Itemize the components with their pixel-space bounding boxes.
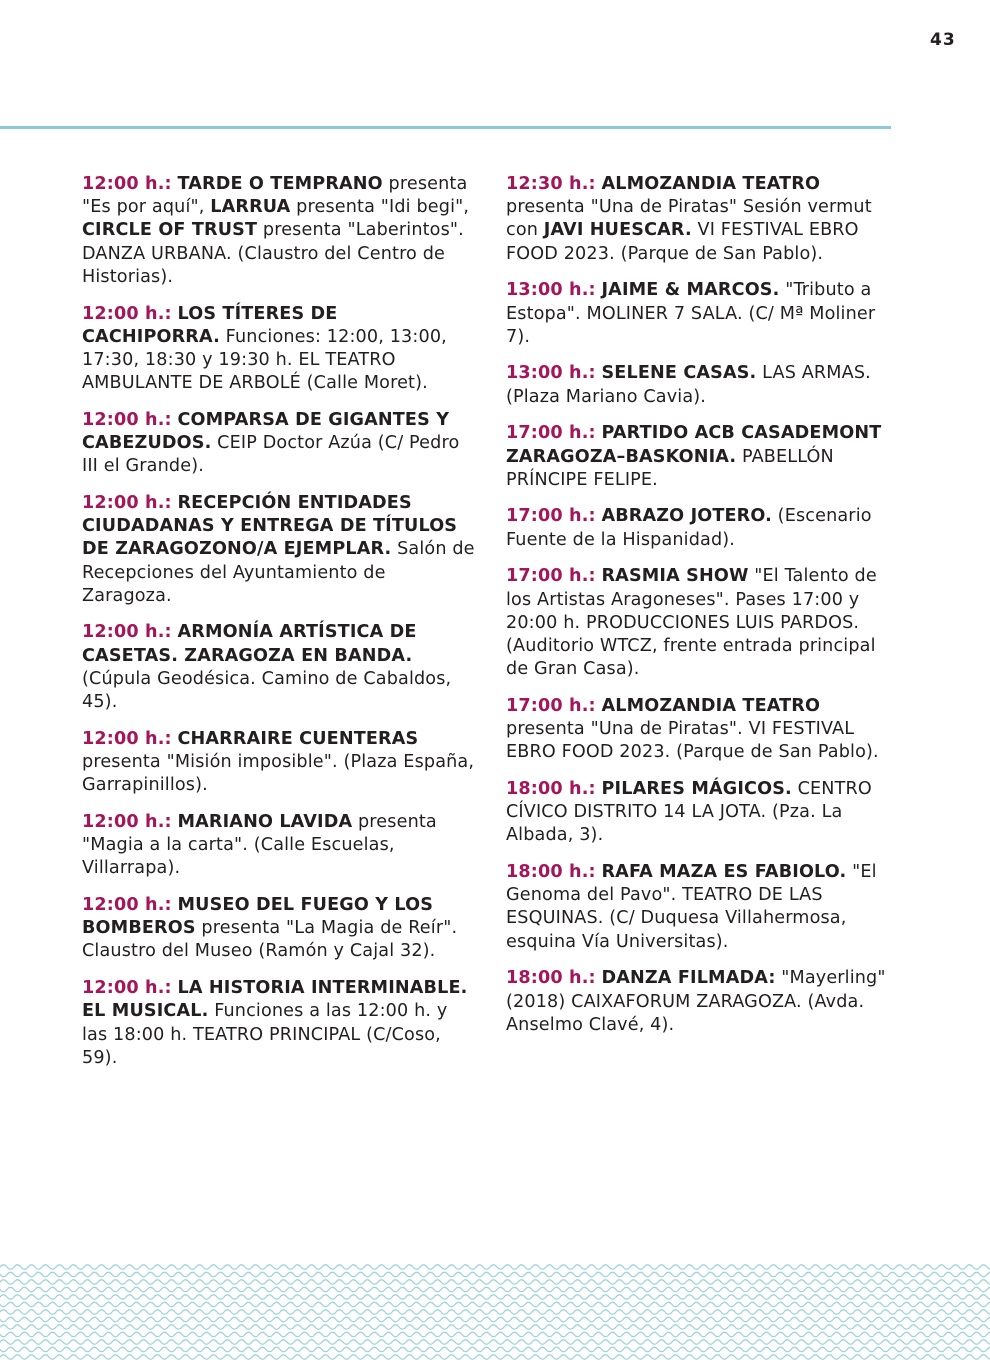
- event-title: PARTIDO ACB CASADEMONT ZARAGOZA–BASKONIA.: [506, 423, 882, 467]
- event-time: 18:00 h.:: [506, 778, 596, 799]
- event-time: 12:00 h.:: [82, 174, 172, 194]
- event-time: 17:00 h.:: [506, 506, 596, 527]
- events-column-right: [506, 173, 901, 1051]
- event-details: presenta "La Magia de Reír". Claustro del Museo (Ramón y Cajal 32).: [82, 918, 458, 962]
- event-entry: [82, 728, 477, 798]
- event-details: "El Talento de los Artistas Aragoneses". Pases 17:00 y 20:00 h. PRODUCCIONES LUIS PARDOS. (Auditorio WTCZ, frente entrada principal de Gran Casa).: [506, 566, 877, 680]
- event-details: presenta "Es por aquí",: [82, 174, 468, 218]
- event-details: presenta "Una de Piratas" Sesión vermut con: [506, 197, 872, 241]
- event-entry: [506, 778, 901, 848]
- wave-line: [0, 1280, 990, 1284]
- event-time: 12:00 h.:: [82, 978, 172, 999]
- event-title: MARIANO LAVIDA: [177, 811, 353, 832]
- event-details: LAS ARMAS. (Plaza Mariano Cavia).: [506, 363, 871, 407]
- event-entry: [506, 967, 901, 1037]
- event-entry: [82, 409, 477, 479]
- event-title: TARDE O TEMPRANO: [177, 174, 383, 194]
- wave-line: [0, 1325, 990, 1329]
- event-title: COMPARSA DE GIGANTES Y CABEZUDOS.: [82, 409, 450, 454]
- event-details: presenta "Una de Piratas". VI FESTIVAL EBRO FOOD 2023. (Parque de San Pablo).: [506, 719, 879, 763]
- event-title: SELENE CASAS.: [601, 363, 757, 384]
- wave-line: [0, 1347, 990, 1351]
- event-entry: [82, 173, 477, 289]
- event-time: 12:00 h.:: [82, 728, 172, 749]
- event-entry: [506, 279, 901, 349]
- event-title: CIRCLE OF TRUST: [82, 220, 258, 241]
- event-time: 18:00 h.:: [506, 968, 596, 989]
- wave-line: [0, 1310, 990, 1314]
- event-title: ALMOZANDIA TEATRO: [601, 174, 821, 194]
- event-details: CEIP Doctor Azúa (C/ Pedro III el Grande).: [82, 433, 460, 477]
- event-entry: [506, 861, 901, 954]
- event-title: MUSEO DEL FUEGO Y LOS BOMBEROS: [82, 894, 434, 939]
- page-number: 43: [930, 30, 956, 50]
- event-time: 17:00 h.:: [506, 695, 596, 716]
- event-time: 12:30 h.:: [506, 174, 596, 194]
- event-details: Funciones a las 12:00 h. y las 18:00 h. TEATRO PRINCIPAL (C/Coso, 59).: [82, 1001, 448, 1068]
- wave-line: [0, 1287, 990, 1291]
- event-details: "Mayerling" (2018) CAIXAFORUM ZARAGOZA. (Avda. Anselmo Clavé, 4).: [506, 968, 886, 1035]
- wave-line: [0, 1295, 990, 1299]
- event-title: CHARRAIRE CUENTERAS: [177, 728, 419, 749]
- wave-line: [0, 1272, 990, 1276]
- event-details: CENTRO CÍVICO DISTRITO 14 LA JOTA. (Pza. La Albada, 3).: [506, 778, 872, 846]
- wave-line: [0, 1340, 990, 1344]
- event-entry: [506, 695, 901, 765]
- event-entry: [506, 565, 901, 681]
- event-title: RAFA MAZA ES FABIOLO.: [601, 862, 847, 883]
- event-title: ALMOZANDIA TEATRO: [601, 695, 821, 716]
- event-time: 13:00 h.:: [506, 280, 596, 301]
- event-entry: [82, 303, 477, 396]
- event-title: JAIME & MARCOS.: [601, 280, 780, 301]
- event-time: 17:00 h.:: [506, 566, 596, 587]
- wave-line: [0, 1317, 990, 1321]
- wave-line: [0, 1332, 990, 1336]
- event-title: LARRUA: [210, 197, 291, 218]
- wave-line: [0, 1265, 990, 1269]
- event-details: (Escenario Fuente de la Hispanidad).: [506, 506, 872, 550]
- event-title: LA HISTORIA INTERMINABLE. EL MUSICAL.: [82, 978, 468, 1022]
- event-time: 12:00 h.:: [82, 622, 172, 643]
- event-details: PABELLÓN PRÍNCIPE FELIPE.: [506, 446, 834, 490]
- event-details: "El Genoma del Pavo". TEATRO DE LAS ESQUINAS. (C/ Duquesa Villahermosa, esquina Vía Universitas).: [506, 862, 877, 952]
- event-details: (Cúpula Geodésica. Camino de Cabaldos, 45).: [82, 668, 452, 713]
- event-time: 12:00 h.:: [82, 303, 172, 324]
- event-entry: [82, 811, 477, 881]
- events-column-left: [82, 173, 477, 1083]
- event-entry: [506, 173, 901, 266]
- event-entry: [506, 362, 901, 408]
- wave-pattern-decoration: [0, 1262, 990, 1363]
- event-title: DANZA FILMADA:: [601, 968, 776, 989]
- event-entry: [82, 894, 477, 964]
- event-entry: [506, 422, 901, 492]
- event-time: 13:00 h.:: [506, 363, 596, 384]
- event-title: RASMIA SHOW: [601, 566, 749, 587]
- event-details: presenta "Laberintos". DANZA URBANA. (Claustro del Centro de Historias).: [82, 220, 464, 287]
- event-time: 17:00 h.:: [506, 423, 596, 444]
- event-title: LOS TÍTERES DE CACHIPORRA.: [82, 303, 338, 347]
- event-details: Funciones: 12:00, 13:00, 17:30, 18:30 y 19:30 h. EL TEATRO AMBULANTE DE ARBOLÉ (Calle Moret).: [82, 326, 447, 394]
- event-title: ABRAZO JOTERO.: [601, 506, 772, 527]
- event-entry: [82, 621, 477, 714]
- event-details: presenta "Misión imposible". (Plaza España, Garrapinillos).: [82, 751, 475, 796]
- event-details: Salón de Recepciones del Ayuntamiento de Zaragoza.: [82, 539, 475, 606]
- event-time: 12:00 h.:: [82, 811, 172, 832]
- event-time: 18:00 h.:: [506, 862, 596, 883]
- event-details: presenta "Idi begi",: [290, 197, 470, 218]
- event-time: 12:00 h.:: [82, 409, 172, 430]
- event-title: JAVI HUESCAR.: [543, 220, 692, 241]
- wave-line: [0, 1302, 990, 1306]
- event-details: VI FESTIVAL EBRO FOOD 2023. (Parque de San Pablo).: [506, 220, 859, 264]
- event-time: 12:00 h.:: [82, 894, 172, 915]
- event-title: RECEPCIÓN ENTIDADES CIUDADANAS Y ENTREGA DE TÍTULOS DE ZARAGOZONO/A EJEMPLAR.: [82, 492, 458, 560]
- event-details: presenta "Magia a la carta". (Calle Escuelas, Villarrapa).: [82, 811, 437, 879]
- event-entry: [82, 977, 477, 1070]
- event-title: ARMONÍA ARTÍSTICA DE CASETAS. ZARAGOZA EN BANDA.: [82, 622, 417, 666]
- event-time: 12:00 h.:: [82, 492, 172, 513]
- event-details: "Tributo a Estopa". MOLINER 7 SALA. (C/ Mª Moliner 7).: [506, 280, 876, 347]
- event-entry: [82, 492, 477, 608]
- event-entry: [506, 505, 901, 551]
- wave-line: [0, 1355, 990, 1359]
- top-divider: [0, 126, 891, 129]
- event-title: PILARES MÁGICOS.: [601, 778, 792, 799]
